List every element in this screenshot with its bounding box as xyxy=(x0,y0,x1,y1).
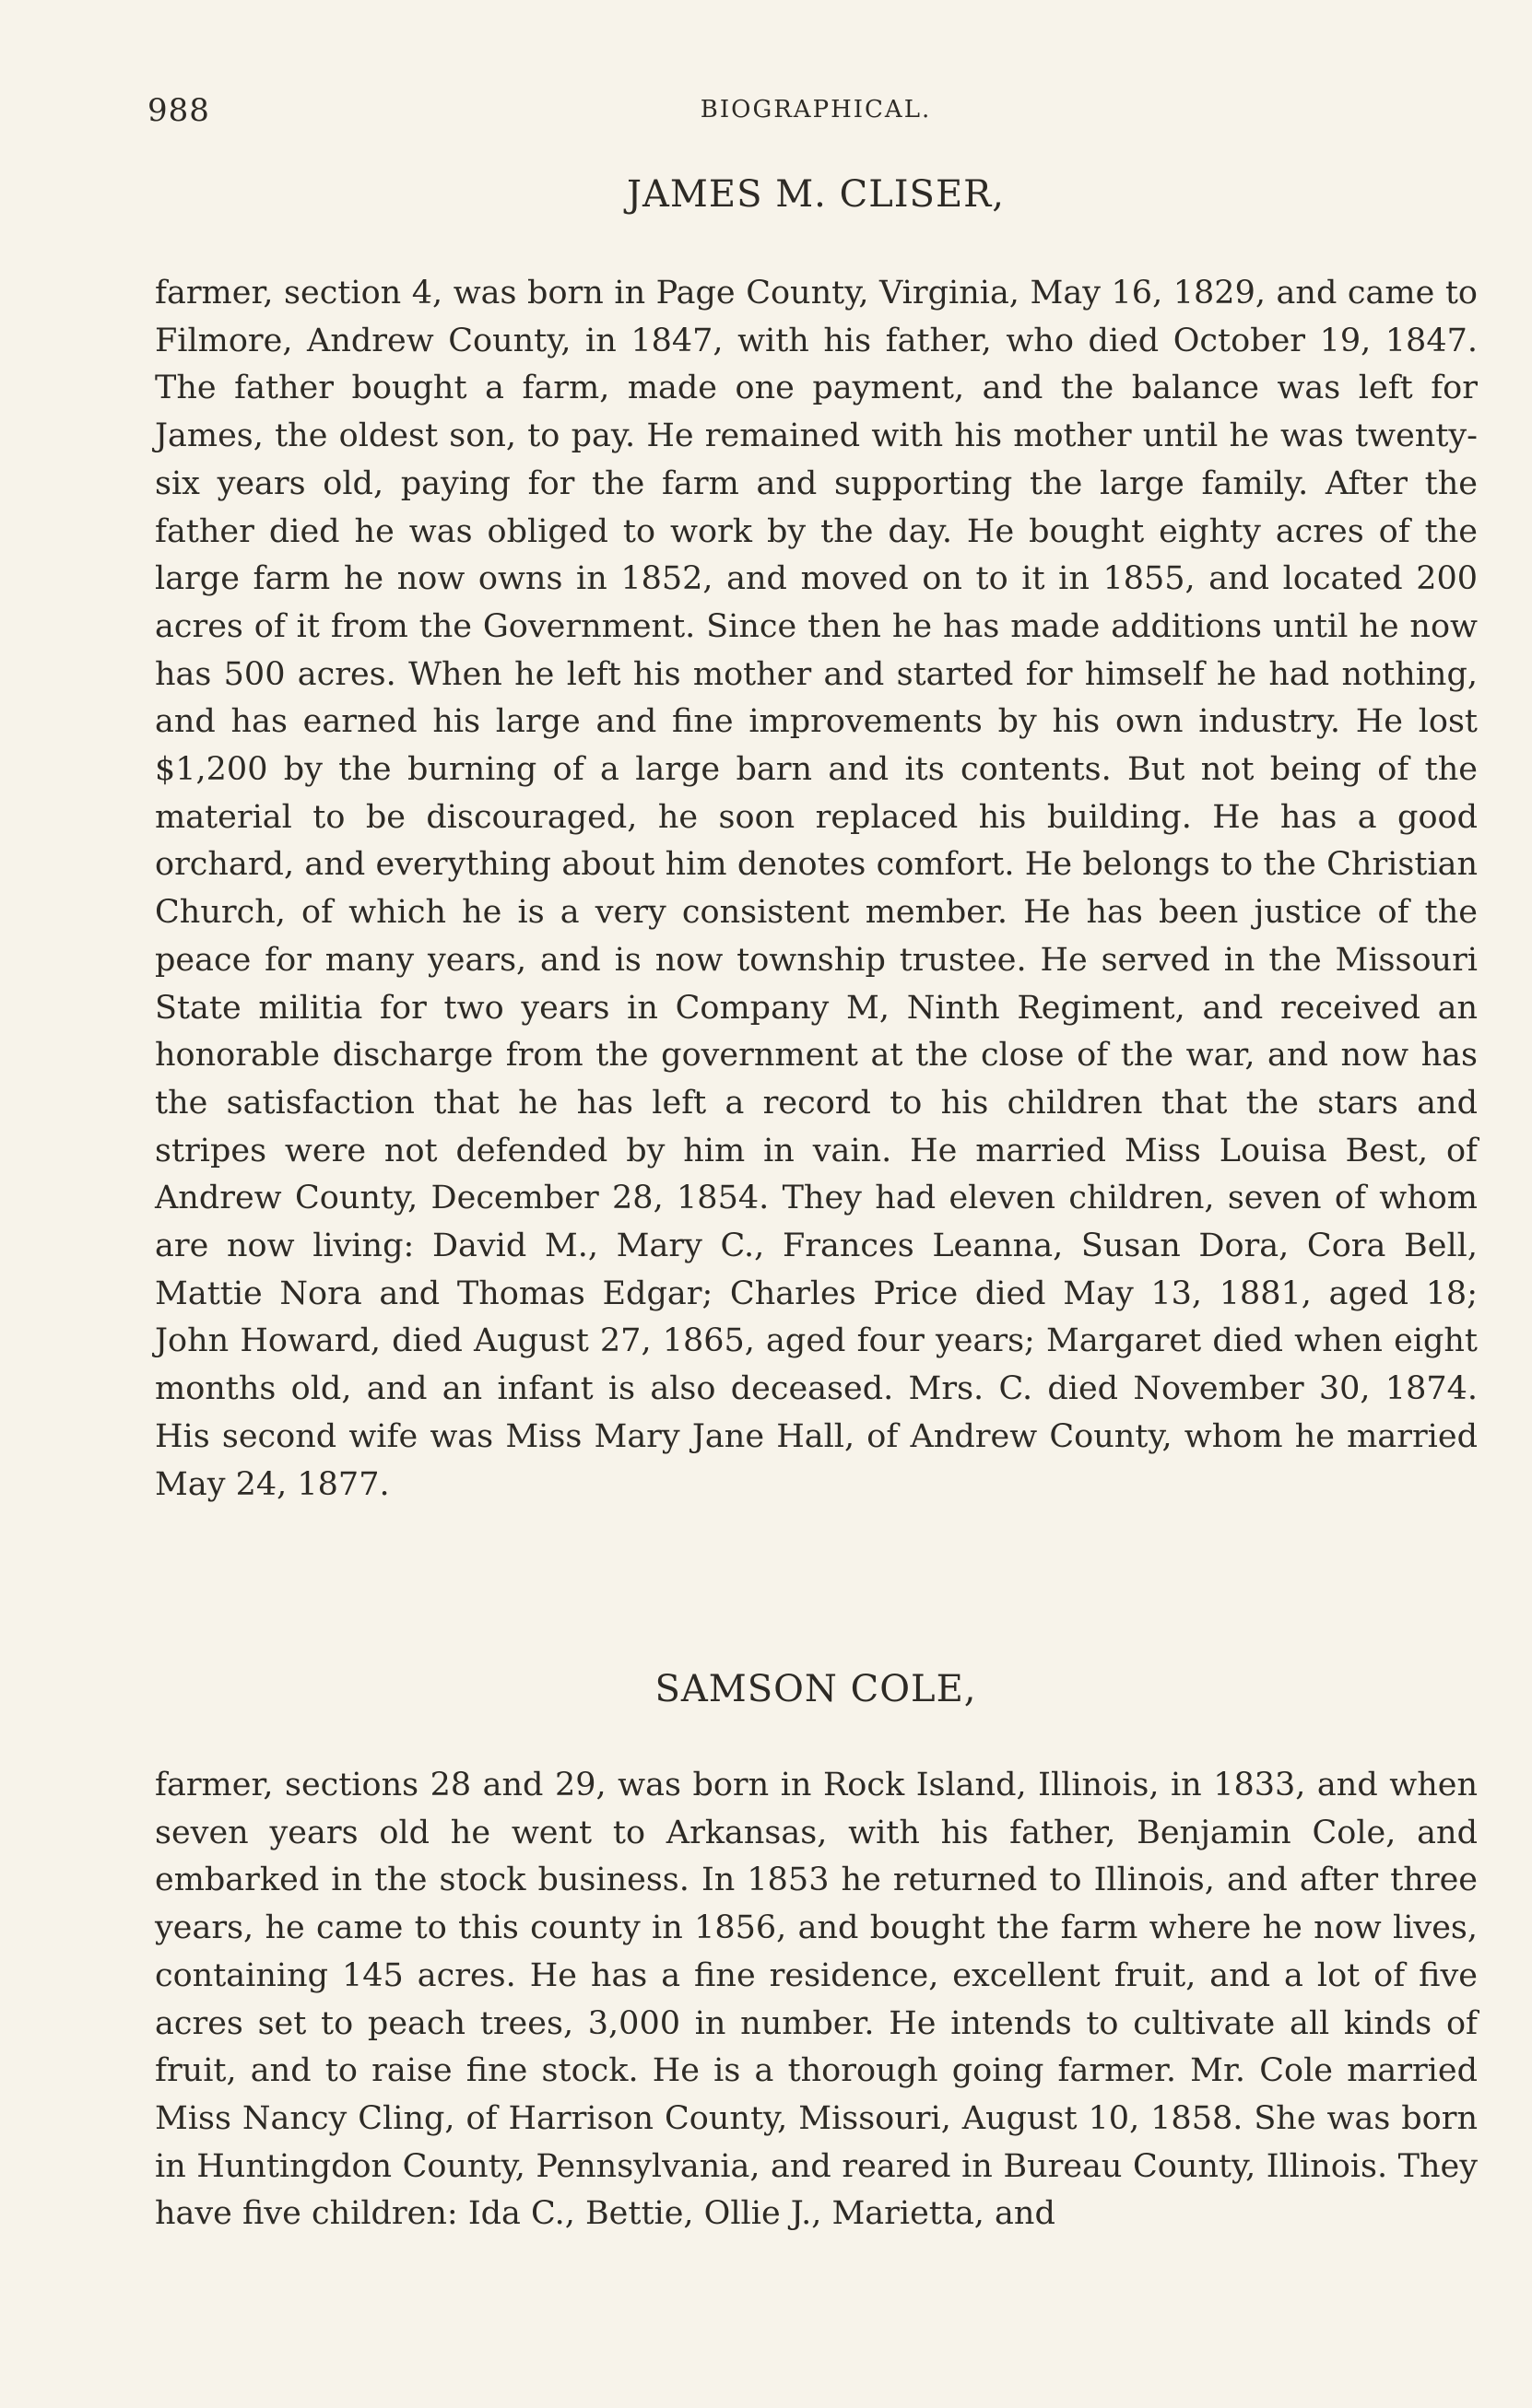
entry-paragraph-james-m-cliser: farmer, section 4, was born in Page County, Virginia, May 16, 1829, and came to Filmore, Andrew County, in 1847, with his father, who died October 19, 1847. The father bought a farm, made one payment, and the balance was left for James, the oldest son, to pay. He remained with his mother until he was twenty-six years old, paying for the farm and supporting the large family. After the father died he was obliged to work by the day. He bought eighty acres of the large farm he now owns in 1852, and moved on to it in 1855, and located 200 acres of it from the Government. Since then he has made additions until he now has 500 acres. When he left his mother and started for himself he had nothing, and has earned his large and fine improvements by his own industry. He lost $1,200 by the burning of a large barn and its contents. But not being of the material to be discouraged, he soon replaced his building. He has a good orchard, and everything about him denotes comfort. He belongs to the Christian Church, of which he is a very consistent member. He has been justice of the peace for many years, and is now township trustee. He served in the Missouri State militia for two years in Company M, Ninth Regiment, and received an honorable discharge from the government at the close of the war, and now has the satisfaction that he has left a record to his children that the stars and stripes were not defended by him in vain. He married Miss Louisa Best, of Andrew County, December 28, 1854. They had eleven children, seven of whom are now living: David M., Mary C., Frances Leanna, Susan Dora, Cora Bell, Mattie Nora and Thomas Edgar; Charles Price died May 13, 1881, aged 18; John Howard, died August 27, 1865, aged four years; Margaret died when eight months old, and an infant is also deceased. Mrs. C. died November 30, 1874. His second wife was Miss Mary Jane Hall, of Andrew County, whom he married May 24, 1877. xyxy=(155,275,1478,1503)
entry-paragraph-samson-cole: farmer, sections 28 and 29, was born in Rock Island, Illinois, in 1833, and when seven years old he went to Arkansas, with his father, Benjamin Cole, and embarked in the stock business. In 1853 he returned to Illinois, and after three years, he came to this county in 1856, and bought the farm where he now lives, containing 145 acres. He has a fine residence, excellent fruit, and a lot of five acres set to peach trees, 3,000 in number. He intends to cultivate all kinds of fruit, and to raise fine stock. He is a thorough going farmer. Mr. Cole married Miss Nancy Cling, of Harrison County, Missouri, August 10, 1858. She was born in Huntingdon County, Pennsylvania, and reared in Bureau County, Illinois. They have five children: Ida C., Bettie, Ollie J., Marietta, and xyxy=(155,1767,1478,2233)
entry-title-samson-cole: SAMSON COLE, xyxy=(654,1668,977,1710)
entry-title-james-m-cliser: JAMES M. CLISER, xyxy=(627,173,1005,216)
running-head: BIOGRAPHICAL. xyxy=(700,96,932,123)
page-number: 988 xyxy=(147,92,210,129)
page-header xyxy=(147,92,1484,147)
